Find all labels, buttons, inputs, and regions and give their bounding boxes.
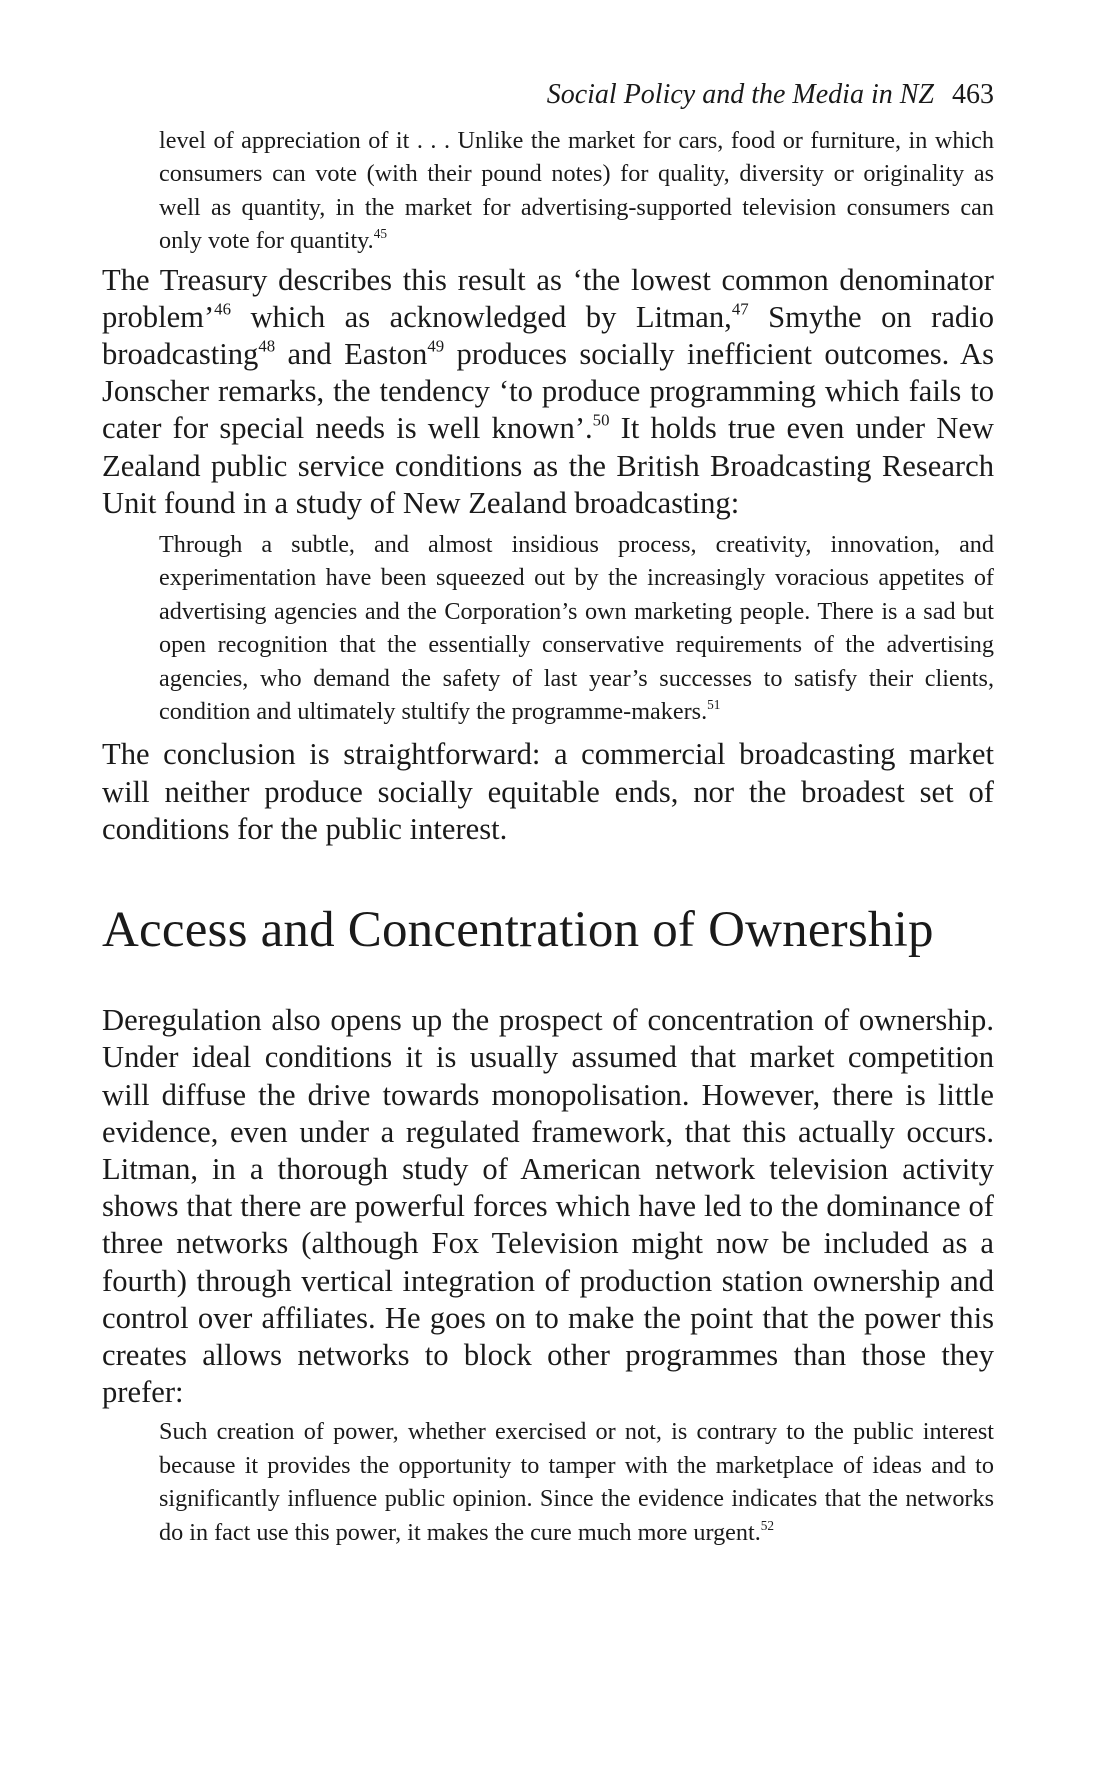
footnote-ref-48: 48 — [258, 336, 276, 356]
footnote-ref-45: 45 — [373, 226, 388, 242]
block-quote-1-text: level of appreciation of it . . . Unlike the market for cars, food or furniture, in which consumers can vote (with their pound notes) for quality, diversity or originality as well as quantity, in the market for advertising-supported television consumers can only vote for quantity. — [159, 127, 994, 255]
paragraph-1-text-a: The Treasury describes this result as ‘the lowest common denominator problem’ — [102, 262, 994, 334]
block-quote-1 — [159, 124, 994, 258]
paragraph-1-text-b: which as acknowledged by Litman, — [230, 299, 732, 334]
footnote-ref-46: 46 — [214, 299, 231, 319]
block-quote-2 — [159, 528, 994, 728]
body-paragraph-2 — [102, 736, 994, 848]
body-paragraph-3 — [102, 1002, 994, 1411]
section-heading: Access and Concentration of Ownership — [102, 902, 934, 959]
footnote-ref-51: 51 — [707, 697, 721, 713]
footnote-ref-52: 52 — [760, 1517, 775, 1533]
paragraph-2-text: The conclusion is straightforward: a commercial broadcasting market will neither produce socially equitable ends, nor the broadest set of conditions for the public interest. — [102, 737, 994, 846]
block-quote-2-text: Through a subtle, and almost insidious process, creativity, innovation, and experimentation have been squeezed out by the increasingly voracious appetites of advertising agencies and the Corporation’s own marketing people. There is a sad but open recognition that the essentially conservative requirements of the advertising agencies, who demand the safety of last year’s successes to satisfy their clients, condition and ultimately stultify the programme-makers. — [159, 531, 994, 726]
document-page — [102, 78, 994, 1549]
footnote-ref-50: 50 — [592, 410, 610, 430]
paragraph-1-text-c: Smythe on radio broadcasting — [102, 299, 994, 372]
running-head-title: Social Policy and the Media in NZ — [546, 79, 934, 110]
footnote-ref-49: 49 — [427, 336, 445, 356]
paragraph-1-text-f: It holds true even under New Zealand public service conditions as the British Broadcasting Research Unit found in a study of New Zealand broadcasting: — [102, 411, 994, 520]
paragraph-3-text: Deregulation also opens up the prospect of concentration of ownership. Under ideal conditions it is usually assumed that market competition will diffuse the drive towards monopolisation. However, there is little evidence, even under a regulated framework, that this actually occurs. Litman, in a thorough study of American network television activity shows that there are powerful forces which have led to the dominance of three networks (although Fox Television might now be included as a fourth) through vertical integration of production station ownership and control over affiliates. He goes on to make the point that the power this creates allows networks to block other programmes than those they prefer: — [102, 1003, 994, 1410]
footnote-ref-47: 47 — [731, 299, 749, 319]
running-head — [102, 78, 994, 112]
paragraph-1-text-e: produces socially inefficient outcomes. As Jonscher remarks, the tendency ‘to produce programming which fails to cater for special needs is well known’. — [102, 337, 994, 446]
block-quote-3 — [159, 1415, 994, 1549]
body-paragraph-1 — [102, 262, 994, 522]
paragraph-1-text-d: and Easton — [275, 337, 428, 372]
page-number: 463 — [952, 79, 994, 110]
block-quote-3-text: Such creation of power, whether exercised or not, is contrary to the public interest because it provides the opportunity to tamper with the marketplace of ideas and to significantly influence public opinion. Since the evidence indicates that the networks do in fact use this power, it makes the cure much more urgent. — [159, 1418, 994, 1546]
